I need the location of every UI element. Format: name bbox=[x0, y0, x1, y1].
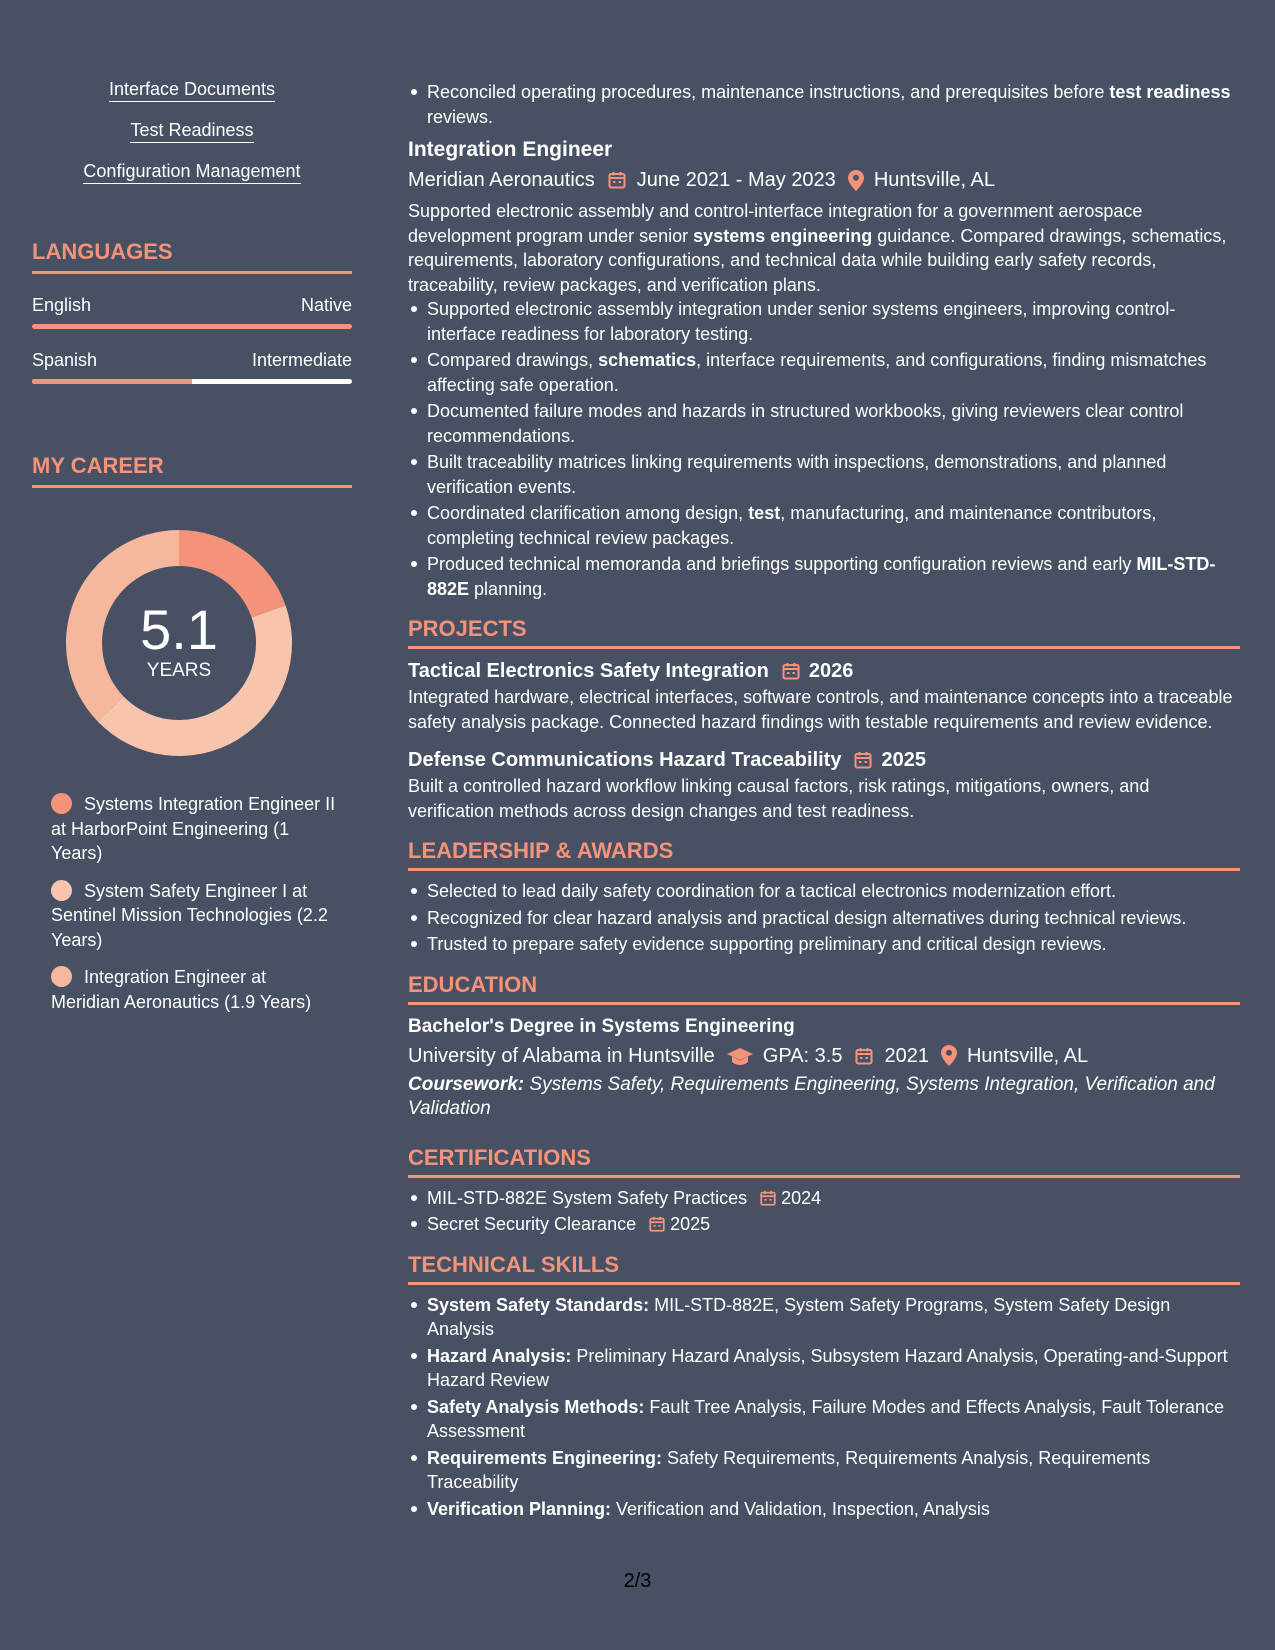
location-pin-icon bbox=[941, 1045, 957, 1066]
calendar-icon bbox=[853, 750, 873, 770]
career-legend-label: Systems Integration Engineer II at HarborPoint Engineering (1 Years) bbox=[51, 794, 336, 863]
company-name: Meridian Aeronautics bbox=[408, 169, 595, 191]
job-title: Integration Engineer bbox=[408, 138, 613, 161]
career-section bbox=[32, 452, 352, 1014]
calendar-icon bbox=[759, 1189, 777, 1207]
main-content bbox=[408, 80, 1240, 1523]
job-entry bbox=[408, 135, 1240, 601]
project-year: 2026 bbox=[808, 660, 854, 682]
education-meta bbox=[408, 1041, 1240, 1071]
skill-item: Hazard Analysis: Preliminary Hazard Analysis, Subsystem Hazard Analysis, Operating-and-Support Hazard Review bbox=[408, 1344, 1240, 1393]
project-title: Tactical Electronics Safety Integration bbox=[408, 660, 769, 682]
career-legend-label: System Safety Engineer I at Sentinel Mission Technologies (2.2 Years) bbox=[51, 880, 328, 950]
project-item bbox=[408, 746, 1240, 823]
language-bar bbox=[32, 324, 352, 329]
language-bar-fill bbox=[32, 379, 192, 384]
project-description: Built a controlled hazard workflow linking causal factors, risk ratings, mitigations, owners, and verification methods across design changes and test readiness. bbox=[408, 776, 1150, 821]
leadership-heading: LEADERSHIP & AWARDS bbox=[408, 837, 1240, 871]
certification-name: MIL-STD-882E System Safety Practices bbox=[427, 1187, 748, 1208]
project-year: 2025 bbox=[881, 749, 926, 771]
leadership-item: Recognized for clear hazard analysis and practical design alternatives during technical reviews. bbox=[408, 906, 1240, 931]
project-title: Defense Communications Hazard Traceability bbox=[408, 749, 842, 771]
gpa: GPA: 3.5 bbox=[762, 1044, 843, 1067]
career-donut-chart bbox=[66, 530, 292, 756]
project-description: Integrated hardware, electrical interfaces, software controls, and maintenance concepts into a traceable safety analysis package. Connected hazard findings with testable requirements and review evidence. bbox=[408, 687, 1233, 732]
career-legend-item bbox=[51, 879, 336, 953]
experience-bullet: Built traceability matrices linking requirements with inspections, demonstrations, and planned verification events. bbox=[408, 450, 1240, 499]
skill-item: Safety Analysis Methods: Fault Tree Analysis, Failure Modes and Effects Analysis, Fault Tolerance Assessment bbox=[408, 1395, 1240, 1444]
job-summary: Supported electronic assembly and control-interface integration for a government aerospace development program under senior systems engineering guidance. Compared drawings, schematics, requirements, laboratory configurations, and technical data while building early safety records, traceability, review packages, and verification plans. bbox=[408, 201, 1227, 295]
education-entry bbox=[408, 1013, 1240, 1122]
technical-skills-heading: TECHNICAL SKILLS bbox=[408, 1251, 1240, 1285]
legend-dot-icon bbox=[51, 966, 72, 987]
skill-link[interactable]: Configuration Management bbox=[83, 160, 300, 184]
location-pin-icon bbox=[848, 170, 864, 191]
language-bar-fill bbox=[32, 324, 352, 329]
certifications-heading: CERTIFICATIONS bbox=[408, 1144, 1240, 1178]
career-years-unit: YEARS bbox=[146, 660, 212, 681]
coursework: Coursework: Systems Safety, Requirements Engineering, Systems Integration, Verification and Validation bbox=[408, 1073, 1215, 1119]
skill-link[interactable]: Test Readiness bbox=[130, 119, 253, 143]
page-number: 2/3 bbox=[623, 1570, 652, 1592]
experience-bullet: Documented failure modes and hazards in structured workbooks, giving reviewers clear control recommendations. bbox=[408, 399, 1240, 448]
experience-bullet: Supported electronic assembly integration under senior systems engineers, improving control-interface readiness for laboratory testing. bbox=[408, 297, 1240, 346]
job-location: Huntsville, AL bbox=[873, 169, 995, 191]
certifications-list bbox=[408, 1186, 1240, 1237]
experience-bullet: Produced technical memoranda and briefings supporting configuration reviews and early MIL-STD-882E planning. bbox=[408, 552, 1240, 601]
language-name: Spanish bbox=[32, 350, 98, 370]
language-item bbox=[32, 294, 352, 329]
certification-year: 2024 bbox=[781, 1187, 822, 1208]
job-dates: June 2021 - May 2023 bbox=[636, 169, 836, 191]
languages-heading: LANGUAGES bbox=[32, 238, 352, 274]
career-legend-item bbox=[51, 965, 336, 1014]
job-meta bbox=[408, 165, 1240, 195]
calendar-icon bbox=[648, 1215, 666, 1233]
career-heading: MY CAREER bbox=[32, 452, 352, 488]
job-bullets bbox=[408, 297, 1240, 601]
calendar-icon bbox=[781, 661, 801, 681]
certification-name: Secret Security Clearance bbox=[427, 1214, 637, 1234]
graduation-cap-icon bbox=[727, 1046, 753, 1066]
languages-section bbox=[32, 238, 352, 384]
skill-item: Requirements Engineering: Safety Requirements, Requirements Analysis, Requirements Traceability bbox=[408, 1446, 1240, 1495]
legend-dot-icon bbox=[51, 880, 72, 901]
career-legend bbox=[51, 792, 336, 1014]
leadership-list bbox=[408, 879, 1240, 957]
school-location: Huntsville, AL bbox=[966, 1044, 1089, 1067]
language-bar bbox=[32, 379, 352, 384]
leadership-item: Trusted to prepare safety evidence supporting preliminary and critical design reviews. bbox=[408, 932, 1240, 957]
skill-link[interactable]: Interface Documents bbox=[109, 78, 275, 102]
previous-job-bullets bbox=[408, 80, 1240, 129]
career-legend-item bbox=[51, 792, 336, 866]
technical-skills-list bbox=[408, 1293, 1240, 1522]
certification-item bbox=[408, 1186, 1240, 1211]
graduation-year: 2021 bbox=[884, 1044, 929, 1067]
language-item bbox=[32, 349, 352, 384]
language-name: English bbox=[32, 295, 92, 315]
certification-year: 2025 bbox=[670, 1214, 711, 1234]
calendar-icon bbox=[607, 170, 627, 190]
career-legend-label: Integration Engineer at Meridian Aeronautics (1.9 Years) bbox=[51, 967, 312, 1012]
leadership-item: Selected to lead daily safety coordination for a tactical electronics modernization effort. bbox=[408, 879, 1240, 904]
career-total-years: 5.1 bbox=[140, 598, 218, 661]
experience-bullet: Compared drawings, schematics, interface requirements, and configurations, finding mismatches affecting safe operation. bbox=[408, 348, 1240, 397]
school-name: University of Alabama in Huntsville bbox=[408, 1044, 715, 1067]
experience-bullet: Reconciled operating procedures, maintenance instructions, and prerequisites before test readiness reviews. bbox=[408, 80, 1240, 129]
sidebar bbox=[32, 78, 352, 1027]
experience-bullet: Coordinated clarification among design, test, manufacturing, and maintenance contributors, completing technical review packages. bbox=[408, 501, 1240, 550]
legend-dot-icon bbox=[51, 793, 72, 814]
language-level: Intermediate bbox=[251, 350, 352, 370]
calendar-icon bbox=[854, 1046, 874, 1066]
skill-item: Verification Planning: Verification and Validation, Inspection, Analysis bbox=[408, 1497, 1240, 1522]
projects-heading: PROJECTS bbox=[408, 615, 1240, 649]
language-level: Native bbox=[300, 295, 352, 315]
degree-title: Bachelor's Degree in Systems Engineering bbox=[408, 1015, 795, 1037]
skill-item: System Safety Standards: MIL-STD-882E, System Safety Programs, System Safety Design Analysis bbox=[408, 1293, 1240, 1342]
certification-item bbox=[408, 1212, 1240, 1237]
project-item bbox=[408, 657, 1240, 734]
education-heading: EDUCATION bbox=[408, 971, 1240, 1005]
